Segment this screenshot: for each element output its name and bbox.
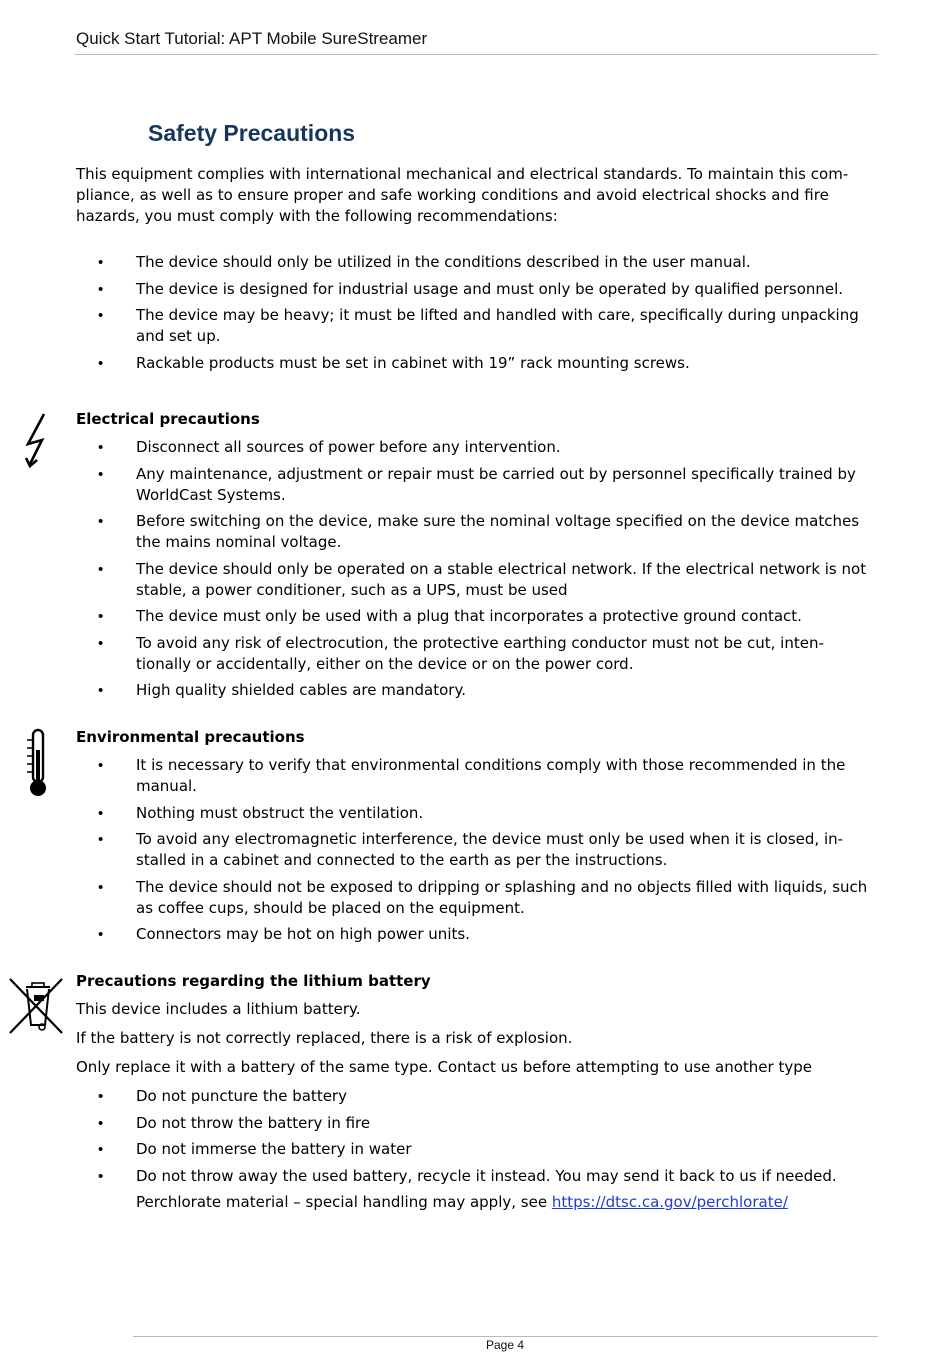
- page-title: Safety Precautions: [148, 120, 356, 146]
- list-item: • The device may be heavy; it must be lifted and handled with care, specifically during unpacking and set up.: [76, 305, 876, 347]
- battery-section: [76, 971, 876, 1221]
- list-item: • Do not throw away the used battery, recycle it instead. You may send it back to us if needed.: [76, 1166, 876, 1187]
- list-item: • High quality shielded cables are mandatory.: [76, 680, 876, 701]
- header-rule: [75, 54, 878, 55]
- battery-list: [76, 1086, 876, 1187]
- intro-paragraph: This equipment complies with international mechanical and electrical standards. To maintain this com-pliance, as well as to ensure proper and safe working conditions and avoid electrical shocks and fire hazards, you must comply with the following recommendations:: [76, 165, 849, 225]
- list-item: • Do not immerse the battery in water: [76, 1139, 876, 1160]
- general-list: [76, 252, 876, 374]
- list-item: • Do not puncture the battery: [76, 1086, 876, 1107]
- list-item: • Before switching on the device, make sure the nominal voltage specified on the device matches the mains nominal voltage.: [76, 511, 876, 553]
- list-item: • The device is designed for industrial usage and must only be operated by qualified personnel.: [76, 279, 876, 300]
- perchlorate-text: Perchlorate material – special handling may apply, see: [136, 1193, 552, 1211]
- electrical-heading: Electrical precautions: [76, 410, 260, 428]
- list-item: • The device should only be utilized in the conditions described in the user manual.: [76, 252, 876, 273]
- environmental-list: [76, 755, 876, 945]
- list-item: • The device must only be used with a plug that incorporates a protective ground contact.: [76, 606, 876, 627]
- environmental-heading: Environmental precautions: [76, 728, 305, 746]
- perchlorate-note: [76, 1192, 876, 1213]
- list-item: • Rackable products must be set in cabinet with 19” rack mounting screws.: [76, 353, 876, 374]
- battery-paragraph: Only replace it with a battery of the same type. Contact us before attempting to use another type: [76, 1058, 812, 1076]
- electrical-section: [76, 409, 876, 707]
- list-item: • To avoid any electromagnetic interference, the device must only be used when it is closed, in-stalled in a cabinet and connected to the earth as per the instructions.: [76, 829, 876, 871]
- list-item: • The device should not be exposed to dripping or splashing and no objects filled with liquids, such as coffee cups, should be placed on the equipment.: [76, 877, 876, 919]
- list-item: • To avoid any risk of electrocution, the protective earthing conductor must not be cut, inten-tionally or accidentally, either on the device or on the power cord.: [76, 633, 876, 675]
- lightning-bolt-icon: [22, 410, 56, 470]
- list-item: • Do not throw the battery in fire: [76, 1113, 876, 1134]
- list-item: • Disconnect all sources of power before any intervention.: [76, 437, 876, 458]
- page-number: Page 4: [486, 1338, 525, 1352]
- list-item: • It is necessary to verify that environmental conditions comply with those recommended in the manual.: [76, 755, 876, 797]
- list-item: • The device should only be operated on a stable electrical network. If the electrical network is not stable, a power conditioner, such as a UPS, must be used: [76, 559, 876, 601]
- running-header: Quick Start Tutorial: APT Mobile SureStreamer: [76, 29, 428, 48]
- list-item: • Nothing must obstruct the ventilation.: [76, 803, 876, 824]
- perchlorate-link[interactable]: https://dtsc.ca.gov/perchlorate/: [551, 1193, 788, 1211]
- thermometer-icon: [25, 728, 51, 798]
- list-item: • Any maintenance, adjustment or repair must be carried out by personnel specifically trained by WorldCast Systems.: [76, 464, 876, 506]
- battery-heading: Precautions regarding the lithium battery: [76, 972, 431, 990]
- general-precautions: [76, 252, 876, 379]
- list-item: • Connectors may be hot on high power units.: [76, 924, 876, 945]
- electrical-list: [76, 437, 876, 701]
- battery-paragraph: If the battery is not correctly replaced, there is a risk of explosion.: [76, 1029, 573, 1047]
- battery-paragraph: This device includes a lithium battery.: [76, 1000, 361, 1018]
- crossed-bin-icon: [6, 975, 66, 1037]
- environmental-section: [76, 727, 876, 951]
- footer-rule: [133, 1336, 878, 1337]
